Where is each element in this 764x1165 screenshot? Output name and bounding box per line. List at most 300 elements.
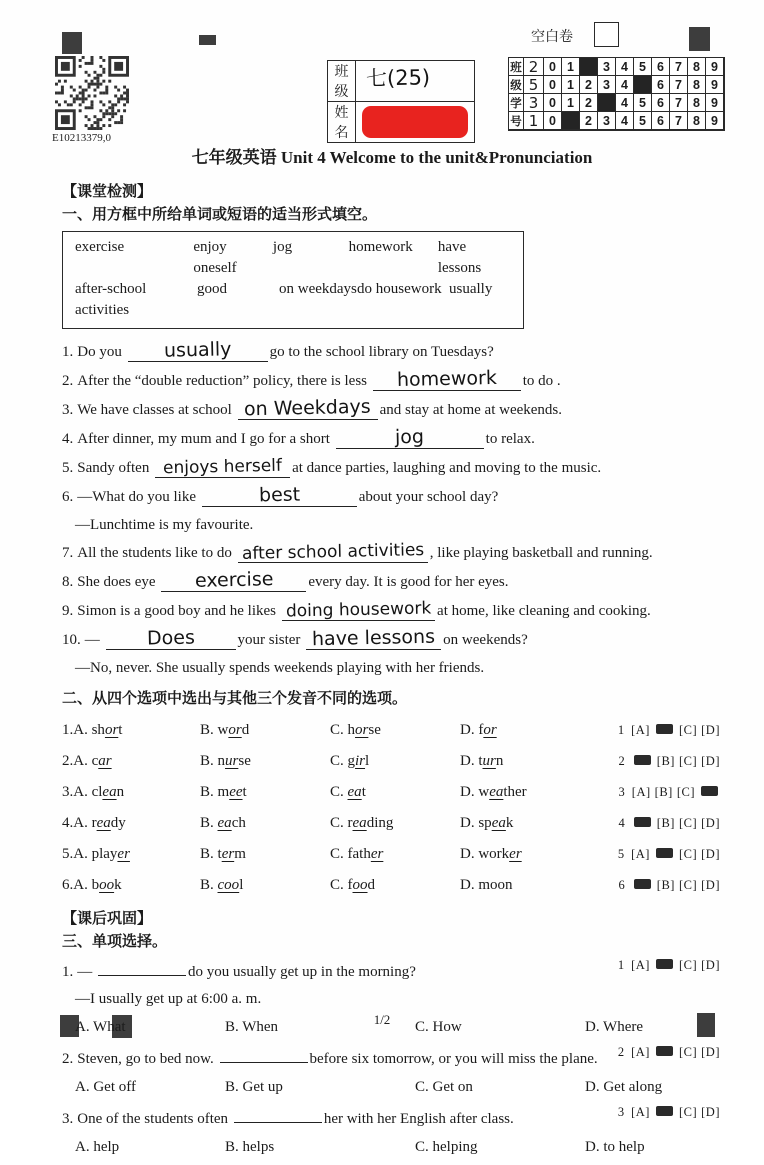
word-pre: sp [478,815,492,831]
question-number: 3. [62,1111,74,1127]
handwritten-answer: usually [163,338,232,362]
answer-blank[interactable] [106,626,236,650]
pronunciation-option [62,870,200,901]
grid-filled-cell[interactable] [562,112,580,130]
grid-filled-cell[interactable] [598,94,616,112]
answer-blank[interactable] [238,540,428,564]
mcq-option[interactable]: B. Get up [225,1079,283,1095]
registration-mark-top-left [62,32,82,54]
mcq-option[interactable]: D. to help [585,1139,645,1155]
bubble-number: 3 [617,1105,625,1119]
bubble-option-B[interactable]: [B] [656,754,675,768]
part3-instruction: 三、单项选择。 [62,934,168,950]
bubble-option-D[interactable]: [D] [701,816,720,830]
grid-digit-cell[interactable]: 4 [616,58,634,76]
grid-digit-cell[interactable]: 5 [634,94,652,112]
bubble-number: 5 [617,847,625,861]
word-post: l [239,877,244,893]
grid-digit-cell[interactable]: 8 [688,112,706,130]
option-label: 4.A. [62,815,92,831]
word-underlined: er [509,846,522,862]
filled-answer-A[interactable] [634,817,651,827]
pronunciation-option [460,777,620,808]
bubble-number: 1 [617,958,625,972]
question-number: 4. [62,431,74,447]
question-number: 9. [62,603,74,619]
word-pre: t [478,753,483,769]
grid-digit-cell[interactable]: 5 [634,58,652,76]
fill-in-question [62,396,722,425]
word-bank-row [75,279,511,321]
option-label: D. [460,877,479,893]
word-bank-box [62,231,524,329]
grid-digit-cell[interactable]: 8 [688,76,706,94]
word-underlined: ir [355,753,366,769]
option-label: 5.A. [62,846,92,862]
bubble-option-C[interactable]: [C] [678,1105,698,1119]
word-post: dy [110,815,126,831]
option-label: D. [460,846,479,862]
section-header-homework: 【课后巩固】 [62,911,153,927]
option-label: D. [460,784,479,800]
pronunciation-option [62,777,200,808]
answer-bubble-strip [619,808,722,839]
mcq-option[interactable]: A. help [75,1139,120,1155]
word-underlined: er [221,846,235,862]
word-underlined: or [355,722,369,738]
option-label: B. [200,753,218,769]
pronunciation-option [62,839,200,870]
bubble-option-B[interactable]: [B] [654,785,673,799]
question-number: 5. [62,460,74,476]
pronunciation-option [200,839,330,870]
word-pre: f [347,877,353,893]
grid-digit-cell[interactable]: 2 [580,94,598,112]
word-pre: m [217,784,230,800]
student-id-grid [508,57,725,131]
word-post: n [495,753,504,769]
bubble-option-A[interactable]: [A] [631,958,650,972]
fill-in-question [62,568,722,597]
grid-written-digit: 5 [524,76,544,94]
grid-digit-cell[interactable]: 7 [670,112,688,130]
part2-instruction: 二、从四个选项中选出与其他三个发音不同的选项。 [62,691,408,707]
word-bank-item: jog [272,239,293,255]
handwritten-answer: doing housework [285,598,432,622]
mcq-option[interactable]: B. helps [225,1139,275,1155]
word-underlined: ea [347,784,362,800]
filled-answer-B[interactable] [656,848,673,858]
bubble-option-D[interactable]: [D] [701,723,720,737]
handwritten-answer: best [258,483,301,507]
bubble-option-C[interactable]: [C] [678,847,698,861]
answer-blank[interactable] [282,598,435,622]
option-label: D. [460,722,479,738]
question-text: — [77,964,96,980]
question-number: 1. [62,964,74,980]
answer-blank[interactable] [336,425,484,449]
word-post: d [241,722,250,738]
filled-answer-D[interactable] [701,786,718,796]
question-text: Steven, go to bed now. [77,1051,218,1067]
bubble-option-B[interactable]: [B] [656,816,675,830]
question-number: 1. [62,344,74,360]
option-label: C. [330,784,348,800]
qr-code [52,56,132,130]
question-text: One of the students often [77,1111,232,1127]
grid-digit-cell[interactable]: 1 [562,94,580,112]
pronunciation-option [330,839,460,870]
blank-paper-checkbox[interactable] [594,22,619,47]
question-followup: —No, never. She usually spends weekends playing with her friends. [75,660,485,676]
question-text: After dinner, my mum and I go for a short [77,431,334,447]
blank-paper-label: 空白卷 [531,30,573,45]
bubble-option-A[interactable]: [A] [631,723,650,737]
answer-bubble-strip [618,1105,722,1120]
mcq-option[interactable]: B. When [225,1019,279,1035]
question-number: 10. [62,632,81,648]
pronunciation-option [330,715,460,746]
mcq-option[interactable]: D. Where [585,1019,644,1035]
fill-in-question [62,597,722,626]
grid-digit-cell[interactable]: 3 [598,58,616,76]
option-label: B. [200,877,218,893]
page-title: 七年级英语 Unit 4 Welcome to the unit&Pronunciation [191,148,593,167]
part1-instruction: 一、用方框中所给单词或短语的适当形式填空。 [62,207,378,223]
handwritten-answer: on Weekdays [244,395,372,421]
pronunciation-option [460,870,620,901]
grid-digit-cell[interactable]: 0 [544,94,562,112]
pronunciation-option [460,808,620,839]
grid-digit-cell[interactable]: 6 [652,94,670,112]
fill-in-question [62,338,722,367]
answer-bubble-strip [618,839,722,870]
filled-answer-B[interactable] [656,1106,673,1116]
bubble-option-C[interactable]: [C] [678,878,698,892]
answer-blank[interactable] [128,338,268,362]
answer-blank[interactable] [238,395,378,421]
mcq-options [62,1133,722,1161]
question-text: She does eye [77,574,160,590]
grid-row-label: 班 [509,58,524,76]
answer-bubble-strip [619,777,722,808]
word-pre: b [91,877,100,893]
mcq-question [62,1045,722,1101]
grid-digit-cell[interactable]: 5 [634,112,652,130]
grid-row-label: 级 [509,76,524,94]
option-label: D. [460,753,479,769]
question-text: All the students like to do [77,545,236,561]
word-bank-item: after-school activities [75,281,147,318]
bubble-option-C[interactable]: [C] [678,958,698,972]
answer-bubble-strip [618,958,722,973]
question-text: about your school day? [358,489,499,505]
word-underlined: oo [99,877,115,893]
question-text: at home, like cleaning and cooking. [437,603,651,619]
pronunciation-row [62,715,722,746]
pronunciation-option [460,839,620,870]
option-label: 3.A. [62,784,92,800]
answer-bubble-strip [619,870,722,901]
mcq-option[interactable]: A. What [75,1019,126,1035]
grid-digit-cell[interactable]: 9 [706,58,724,76]
grid-digit-cell[interactable]: 9 [706,76,724,94]
grid-digit-cell[interactable]: 0 [544,58,562,76]
question-text: to relax. [485,431,535,447]
word-bank-item: usually [449,281,493,297]
bubble-option-A[interactable]: [A] [631,1105,650,1119]
fill-in-questions [62,338,722,682]
bubble-option-D[interactable]: [D] [701,847,720,861]
bubble-number: 1 [617,723,625,737]
question-number: 8. [62,574,74,590]
page-number: 1/2 [373,1012,391,1027]
word-pre: w [478,784,490,800]
grid-written-digit: 2 [524,58,544,76]
answer-blank[interactable] [202,483,357,507]
word-pre: sh [91,722,105,738]
word-post: t [118,722,123,738]
grid-filled-cell[interactable] [580,58,598,76]
bubble-option-C[interactable]: [C] [678,816,698,830]
class-value-cell[interactable] [356,61,475,102]
answer-blank[interactable] [98,958,186,976]
mcq-options [62,1073,722,1101]
pronunciation-row [62,808,722,839]
grid-digit-cell[interactable]: 7 [670,58,688,76]
question-text: on weekends? [443,632,528,648]
word-bank-item: good [197,281,227,297]
option-label: B. [200,846,218,862]
word-underlined: er [117,846,130,862]
question-number: 3. [62,402,74,418]
grid-digit-cell[interactable]: 7 [670,76,688,94]
handwritten-answer: enjoys herself [162,455,283,479]
question-text: her with her English after class. [323,1111,514,1127]
grid-digit-cell[interactable]: 6 [652,112,670,130]
question-text: Do you [77,344,126,360]
filled-answer-A[interactable] [634,879,651,889]
grid-digit-cell[interactable]: 4 [616,94,634,112]
answer-blank[interactable] [155,455,290,479]
answer-blank[interactable] [306,625,441,651]
bubble-option-C[interactable]: [C] [678,754,698,768]
grid-digit-cell[interactable]: 1 [562,76,580,94]
word-post: n [116,784,125,800]
word-underlined: ur [225,753,239,769]
grid-digit-cell[interactable]: 3 [598,112,616,130]
bubble-option-A[interactable]: [A] [631,785,651,799]
mcq-option[interactable]: C. How [415,1019,462,1035]
filled-answer-B[interactable] [656,959,673,969]
word-pre: c [91,753,99,769]
bubble-option-D[interactable]: [D] [701,1105,720,1119]
word-underlined: ea [352,815,367,831]
grid-row-label: 号 [509,112,524,130]
question-number: 6. [62,489,74,505]
word-bank-item: have lessons [437,239,482,276]
word-underlined: ea [217,815,232,831]
fill-in-question [62,454,722,483]
handwritten-answer: have lessons [311,625,436,651]
grid-digit-cell[interactable]: 4 [616,112,634,130]
word-underlined: or [228,722,242,738]
mcq-option[interactable]: C. Get on [415,1079,473,1095]
pronunciation-row [62,777,722,808]
word-underlined: or [104,722,119,738]
grid-filled-cell[interactable] [634,76,652,94]
registration-mark-top-mid [199,35,216,45]
option-label: B. [200,815,218,831]
option-label: C. [330,877,348,893]
answer-bubble-strip [618,715,722,746]
bubble-option-D[interactable]: [D] [701,754,720,768]
pronunciation-option [200,715,330,746]
answer-blank[interactable] [220,1045,308,1063]
word-underlined: ur [482,753,496,769]
word-pre: w [217,722,229,738]
word-underlined: ea [96,815,111,831]
word-post: m [234,846,246,862]
grid-digit-cell[interactable]: 2 [580,76,598,94]
word-bank-item: homework [348,239,413,255]
question-text: Simon is a good boy and he likes [77,603,280,619]
grid-digit-cell[interactable]: 6 [652,76,670,94]
multiple-choice-questions [62,958,722,1161]
word-underlined: ea [102,784,117,800]
mcq-option[interactable]: A. Get off [75,1079,136,1095]
qr-code-label: E10213379,0 [52,132,111,144]
filled-answer-B[interactable] [656,724,673,734]
question-text: do you usually get up in the morning? [188,964,416,980]
pronunciation-row [62,746,722,777]
word-post: se [238,753,251,769]
bubble-number: 3 [618,785,625,799]
word-bank-row [75,237,511,279]
option-label: 1.A. [62,722,92,738]
grid-digit-cell[interactable]: 3 [598,76,616,94]
question-text: —What do you like [77,489,200,505]
word-pre: t [217,846,222,862]
pronunciation-option [62,808,200,839]
fill-in-question [62,539,722,568]
grid-digit-cell[interactable]: 0 [544,112,562,130]
bubble-option-A[interactable]: [A] [631,1045,650,1059]
pronunciation-row [62,870,722,901]
mcq-option[interactable]: C. helping [415,1139,478,1155]
section-header-class-test: 【课堂检测】 [62,184,153,200]
grid-digit-cell[interactable]: 2 [580,112,598,130]
fill-in-question [62,483,722,512]
pronunciation-option [200,777,330,808]
question-text: before six tomorrow, or you will miss the plane. [309,1051,598,1067]
bubble-option-C[interactable]: [C] [678,1045,698,1059]
bubble-number: 2 [618,754,625,768]
pronunciation-option [200,870,330,901]
word-pre: fath [347,846,371,862]
grid-digit-cell[interactable]: 1 [562,58,580,76]
bubble-option-A[interactable]: [A] [631,847,650,861]
question-text: After the “double reduction” policy, there is less [77,373,371,389]
answer-blank[interactable] [373,366,521,392]
grid-written-digit: 1 [524,112,544,130]
filled-answer-A[interactable] [634,755,651,765]
word-pre: cl [91,784,103,800]
question-followup: —I usually get up at 6:00 a. m. [75,991,262,1007]
student-info-table [327,60,475,143]
word-post: t [361,784,366,800]
grid-digit-cell[interactable]: 8 [688,94,706,112]
bubble-option-D[interactable]: [D] [701,1045,720,1059]
word-post: ch [231,815,246,831]
pronunciation-option [460,746,620,777]
bubble-option-B[interactable]: [B] [656,878,675,892]
grid-digit-cell[interactable]: 8 [688,58,706,76]
qr-code-block [52,56,134,144]
word-bank-item: enjoy oneself [193,239,237,276]
handwritten-answer: exercise [194,568,274,592]
pronunciation-option [330,808,460,839]
mcq-option[interactable]: D. Get along [585,1079,663,1095]
grid-digit-cell[interactable]: 6 [652,58,670,76]
bubble-option-D[interactable]: [D] [701,958,720,972]
word-bank-item: on weekdays [279,281,357,297]
word-pre: g [347,753,356,769]
word-underlined: ee [229,784,243,800]
word-pre: n [217,753,226,769]
word-bank-item: do housework [357,281,442,297]
bubble-option-C[interactable]: [C] [678,723,698,737]
word-underlined: ea [489,784,504,800]
bubble-option-D[interactable]: [D] [701,878,720,892]
answer-bubble-strip [619,746,722,777]
grid-digit-cell[interactable]: 9 [706,112,724,130]
word-post: d [367,877,376,893]
grid-digit-cell[interactable]: 0 [544,76,562,94]
answer-blank[interactable] [161,568,306,592]
word-pre: f [478,722,484,738]
word-post: ther [503,784,527,800]
question-number: 2. [62,1051,74,1067]
bubble-option-C[interactable]: [C] [676,785,695,799]
grid-digit-cell[interactable]: 4 [616,76,634,94]
word-underlined: oo [352,877,368,893]
question-text: your sister [237,632,305,648]
pronunciation-option [200,746,330,777]
grid-digit-cell[interactable]: 9 [706,94,724,112]
word-post: k [114,877,122,893]
filled-answer-B[interactable] [656,1046,673,1056]
answer-bubble-strip [618,1045,722,1060]
word-underlined: er [370,846,384,862]
fill-in-question [62,626,722,655]
word-pre: r [91,815,97,831]
name-label: 姓名 [328,102,356,143]
word-pre: r [347,815,353,831]
mcq-question [62,958,722,1041]
pronunciation-option [330,746,460,777]
grid-digit-cell[interactable]: 7 [670,94,688,112]
word-pre: h [347,722,356,738]
pronunciation-option [62,715,200,746]
option-label: 6.A. [62,877,92,893]
answer-blank[interactable] [234,1105,322,1123]
name-value-cell[interactable] [356,102,475,143]
pronunciation-option [330,777,460,808]
question-number: 7. [62,545,74,561]
registration-mark-top-right [689,27,710,51]
class-handwritten-value: 七(25) [365,64,431,91]
